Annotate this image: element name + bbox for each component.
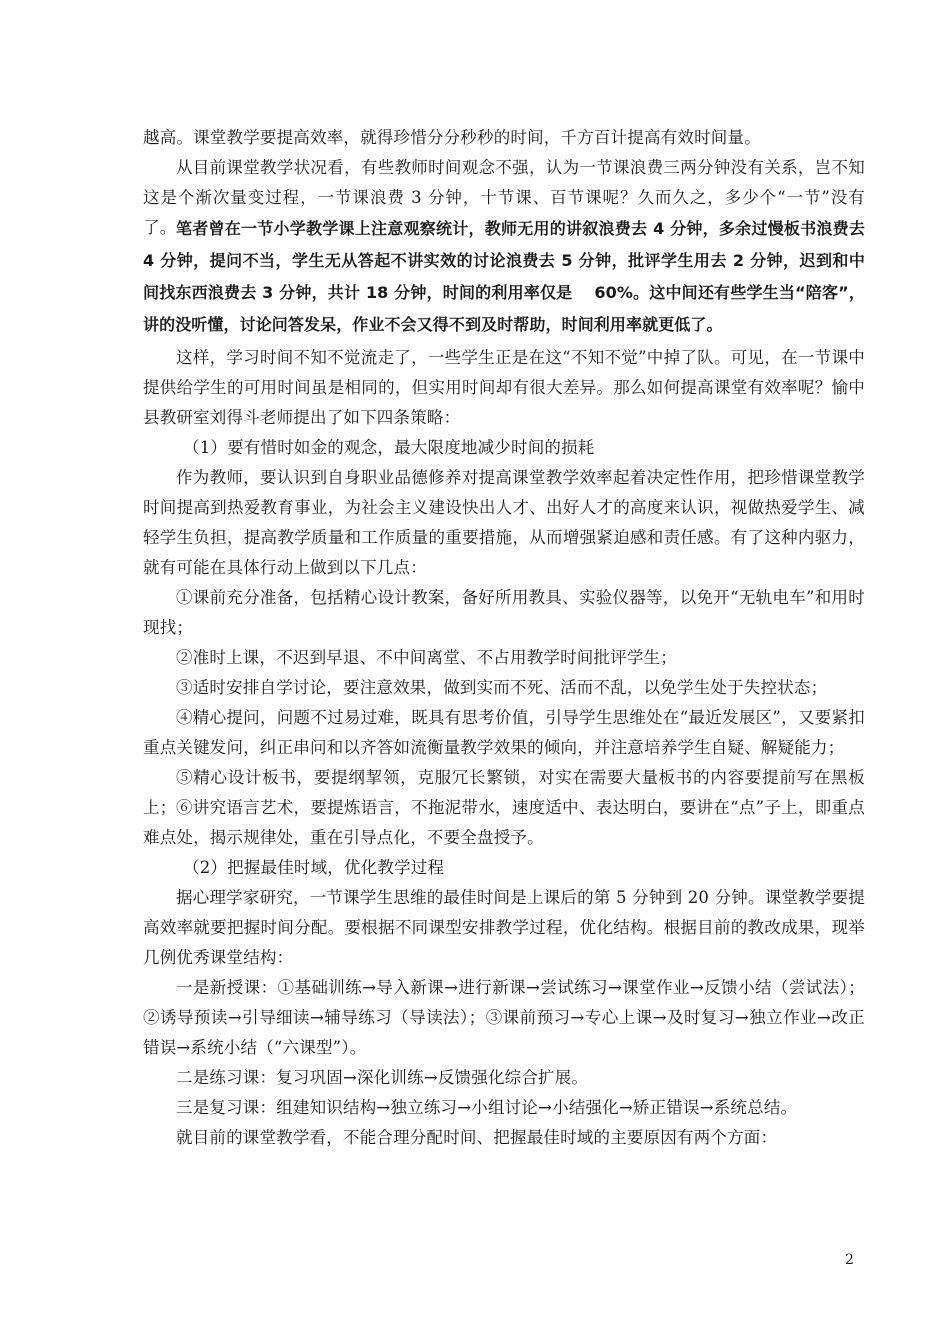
paragraph-time-awareness: 从目前课堂教学状况看，有些教师时间观念不强，认为一节课浪费三两分钟没有关系，岂不知这是个渐次量变过程，一节课浪费 3 分钟，十节课、百节课呢？久而久之，多少个“一节”没有了。 <box>143 158 865 237</box>
list-item-3: ③适时安排自学讨论，要注意效果，做到实而不死、活而不乱，以免学生处于失控状态； <box>176 678 828 697</box>
subheading-strategy-2: （2）把握最佳时域，优化教学过程 <box>183 858 445 877</box>
list-item-4: ④精心提问，问题不过易过难，既具有思考价值，引导学生思维处在“最近发展区”，又要紧扣重点关键发问，纠正串问和以齐答如流衡量教学效果的倾向，并注意培养学生自疑、解疑能力； <box>143 708 865 757</box>
paragraph-strategies-intro: 这样，学习时间不知不觉流走了，一些学生正是在这“不知不觉”中掉了队。可见，在一节课中提供给学生的可用时间虽是相同的，但实用时间却有很大差异。那么如何提高课堂有效率呢？愉中县教研室刘得斗老师提出了如下四条策略： <box>143 348 865 427</box>
paragraph-practice-lesson: 二是练习课：复习巩固→深化训练→反馈强化综合扩展。 <box>176 1068 589 1087</box>
list-item-6: ⑥讲究语言艺术，要提炼语言，不拖泥带水，速度适中、表达明白，要讲在“点”子上，即重点难点处，揭示规律处，重在引导点化，不要全盘授予。 <box>143 798 865 847</box>
paragraph-observation-statistics: 笔者曾在一节小学教学课上注意观察统计，教师无用的讲叙浪费去 4 分钟，多余过慢板书浪费去 4 分钟，提问不当，学生无从答起不讲实效的讨论浪费去 5 分钟，批评学生用去 2 分钟，迟到和中间找东西浪费去 3 分钟，共计 18 分钟，时间的利用率仅是 60%。这中间还有些学生当“陪客”，讲的没听懂，讨论问答发呆，作业不会又得不到及时帮助，时间利用率就更低了。 <box>143 219 865 334</box>
list-item-5: ⑤精心设计板书，要提纲挈领，克服冗长繁锁，对实在需要大量板书的内容要提前写在黑板上； <box>143 768 865 817</box>
page-number: 2 <box>845 1252 854 1268</box>
paragraph-teacher-role: 作为教师，要认识到自身职业品德修养对提高课堂教学效率起着决定性作用，把珍惜课堂教学时间提高到热爱教育事业，为社会主义建设快出人才、出好人才的高度来认识，视做热爱学生、减轻学生负担，提高教学质量和工作质量的重要措施，从而增强紧迫感和责任感。有了这种内驱力，就有可能在具体行动上做到以下几点： <box>143 468 865 577</box>
list-item-1: ①课前充分准备，包括精心设计教案，备好所用教具、实验仪器等，以免开“无轨电车”和用时现找； <box>143 588 865 637</box>
subheading-strategy-1: （1）要有惜时如金的观念，最大限度地减少时间的损耗 <box>183 438 595 457</box>
paragraph-main-reasons: 就目前的课堂教学看，不能合理分配时间、把握最佳时域的主要原因有两个方面： <box>176 1128 778 1147</box>
paragraph-psychology-research: 据心理学家研究，一节课学生思维的最佳时间是上课后的第 5 分钟到 20 分钟。课堂教学要提高效率就要把握时间分配。要根据不同课型安排教学过程，优化结构。根据目前的教改成果，现举几例优秀课堂结构： <box>143 888 865 967</box>
list-item-2: ②准时上课，不迟到早退、不中间离堂、不占用教学时间批评学生； <box>176 648 677 667</box>
paragraph-continuation: 越高。课堂教学要提高效率，就得珍惜分分秒秒的时间，千方百计提高有效时间量。 <box>143 128 761 147</box>
paragraph-new-lesson-structure: 一是新授课：①基础训练→导入新课→进行新课→尝试练习→课堂作业→反馈小结（尝试法）；②诱导预读→引导细读→辅导练习（导读法）；③课前预习→专心上课→及时复习→独立作业→改正错误→系统小结（“六课型”）。 <box>143 978 865 1057</box>
paragraph-review-lesson: 三是复习课：组建知识结构→独立练习→小组讨论→小结强化→矫正错误→系统总结。 <box>176 1098 798 1117</box>
